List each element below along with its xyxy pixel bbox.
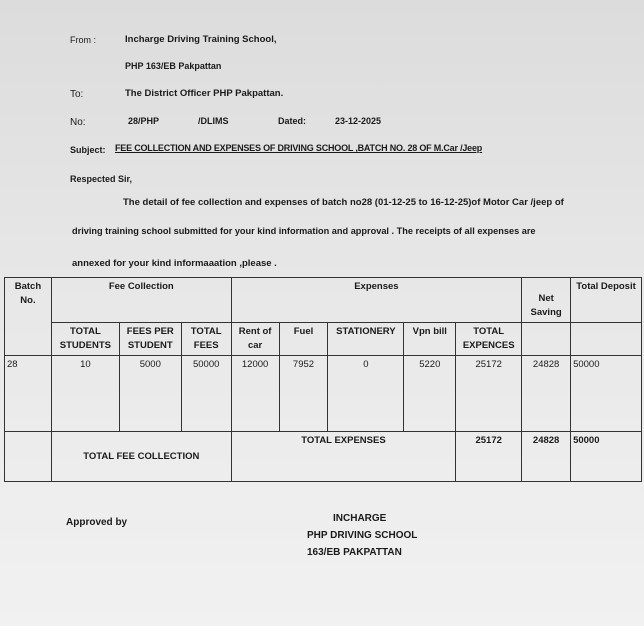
fee-collection-header: Fee Collection: [51, 278, 231, 323]
stationery-header: STATIONERY: [328, 323, 404, 356]
dated-label: Dated:: [278, 116, 307, 126]
salutation: Respected Sir,: [70, 174, 133, 184]
total-deposit-header: Total Deposit: [571, 278, 642, 323]
totals-row: [5, 432, 642, 482]
total-fees-cell: 50000: [181, 356, 231, 432]
rent-cell: 12000: [231, 356, 279, 432]
no-label: No:: [70, 117, 86, 128]
table-row: [5, 356, 642, 432]
body-line-2: driving training school submitted for your kind information and approval . The receipts of all expenses are: [72, 226, 536, 236]
no-suffix: /DLIMS: [198, 116, 229, 126]
students-cell: 10: [51, 356, 119, 432]
subject-label: Subject:: [70, 145, 106, 155]
fuel-cell: 7952: [279, 356, 328, 432]
signature-line-3: 163/EB PAKPATTAN: [307, 547, 402, 558]
total-deposit-value: 50000: [571, 432, 642, 482]
signature-line-2: PHP DRIVING SCHOOL: [307, 530, 418, 541]
subject-value: FEE COLLECTION AND EXPENSES OF DRIVING SCHOOL ,BATCH NO. 28 OF M.Car /Jeep: [115, 143, 483, 153]
dated-value: 23-12-2025: [335, 116, 382, 126]
body-line-3: annexed for your kind informaaation ,please .: [72, 258, 277, 269]
total-expences-cell: 25172: [456, 356, 522, 432]
total-fee-collection-label: TOTAL FEE COLLECTION: [51, 432, 231, 482]
total-fees-header: TOTAL FEES: [181, 323, 231, 356]
subheader-row: [5, 323, 642, 356]
header-row: [5, 278, 642, 323]
total-expenses-value: 25172: [456, 432, 522, 482]
total-deposit-cell: 50000: [571, 356, 642, 432]
signature-line-1: INCHARGE: [333, 513, 387, 524]
batch-cell: 28: [5, 356, 52, 432]
approved-by: Approved by: [66, 517, 128, 528]
fees-per-student-header: FEES PER STUDENT: [119, 323, 181, 356]
total-net-saving-value: 24828: [522, 432, 571, 482]
batch-header: Batch No.: [5, 278, 52, 356]
to-value: The District Officer PHP Pakpattan.: [125, 88, 284, 99]
total-students-header: TOTAL STUDENTS: [51, 323, 119, 356]
net-saving-header: Net Saving: [522, 278, 571, 323]
stationery-cell: 0: [328, 356, 404, 432]
vpn-cell: 5220: [404, 356, 456, 432]
body-line-1: The detail of fee collection and expenses of batch no28 (01-12-25 to 16-12-25)of Motor Car /jeep of: [123, 197, 564, 208]
total-expenses-label: TOTAL EXPENSES: [231, 432, 456, 482]
to-label: To:: [70, 89, 84, 100]
fee-per-student-cell: 5000: [119, 356, 181, 432]
rent-of-car-header: Rent of car: [231, 323, 279, 356]
fee-table: [4, 277, 642, 482]
vpn-bill-header: Vpn bill: [404, 323, 456, 356]
total-expences-header: TOTAL EXPENCES: [456, 323, 522, 356]
from-line-2: PHP 163/EB Pakpattan: [125, 61, 222, 71]
from-line-1: Incharge Driving Training School,: [125, 34, 277, 45]
from-label: From :: [70, 35, 96, 45]
net-saving-cell: 24828: [522, 356, 571, 432]
no-value: 28/PHP: [128, 116, 160, 126]
fuel-header: Fuel: [279, 323, 328, 356]
expenses-header: Expenses: [231, 278, 522, 323]
